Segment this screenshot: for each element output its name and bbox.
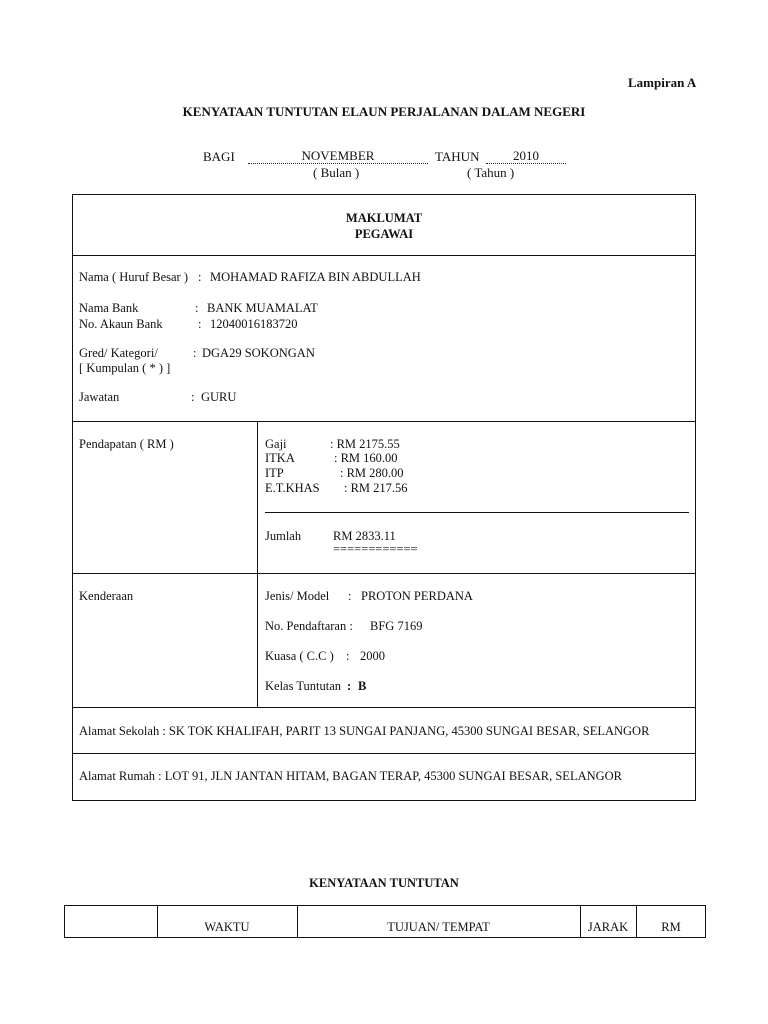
divider — [72, 707, 696, 708]
divider — [72, 421, 696, 422]
year-value: 2010 — [486, 149, 566, 164]
gred-colon: : — [193, 346, 197, 360]
alamat-rumah: Alamat Rumah : LOT 91, JLN JANTAN HITAM, BAGAN TERAP, 45300 SUNGAI BESAR, SELANGOR — [79, 769, 623, 783]
lampiran-label: Lampiran A — [628, 75, 697, 90]
officer-info-table — [72, 194, 696, 801]
kenderaan-label: Kenderaan — [79, 589, 134, 603]
income-name: E.T.KHAS — [265, 481, 320, 495]
jumlah-value: RM 2833.11 — [333, 529, 396, 543]
model-value: PROTON PERDANA — [361, 589, 473, 603]
header-tujuan: TUJUAN/ TEMPAT — [387, 920, 490, 934]
alamat-sekolah: Alamat Sekolah : SK TOK KHALIFAH, PARIT 13 SUNGAI PANJANG, 45300 SUNGAI BESAR, SELANGOR — [79, 724, 650, 738]
pendapatan-label: Pendapatan ( RM ) — [79, 437, 174, 451]
month-value: NOVEMBER — [248, 149, 428, 164]
nama-value: MOHAMAD RAFIZA BIN ABDULLAH — [210, 270, 421, 284]
divider — [72, 255, 696, 256]
jawatan-label: Jawatan — [79, 390, 120, 404]
akaun-label: No. Akaun Bank — [79, 317, 163, 331]
bank-colon: : — [195, 301, 199, 315]
month-caption: ( Bulan ) — [313, 165, 360, 180]
header-jarak: JARAK — [587, 920, 629, 934]
gred-value: DGA29 SOKONGAN — [202, 346, 315, 360]
section-header-line2: PEGAWAI — [354, 227, 414, 241]
nama-label: Nama ( Huruf Besar ) — [79, 270, 188, 284]
daftar-value: BFG 7169 — [370, 619, 423, 633]
bagi-label: BAGI — [203, 149, 235, 164]
tahun-label: TAHUN — [435, 149, 480, 164]
income-value: : RM 280.00 — [340, 466, 404, 480]
jumlah-label: Jumlah — [265, 529, 302, 543]
income-name: Gaji — [265, 437, 287, 451]
income-name: ITKA — [265, 451, 295, 465]
akaun-colon: : — [198, 317, 202, 331]
section2-title: KENYATAAN TUNTUTAN — [309, 876, 459, 890]
column-divider — [257, 421, 258, 707]
income-value: : RM 2175.55 — [330, 437, 400, 451]
jawatan-colon: : — [191, 390, 195, 404]
year-caption: ( Tahun ) — [467, 165, 515, 180]
income-value: : RM 160.00 — [334, 451, 398, 465]
document-title: KENYATAAN TUNTUTAN ELAUN PERJALANAN DALAM NEGERI — [182, 104, 586, 119]
income-value: : RM 217.56 — [344, 481, 408, 495]
header-waktu: WAKTU — [204, 920, 250, 934]
header-rm: RM — [661, 920, 681, 934]
income-name: ITP — [265, 466, 284, 480]
kelas-colon: : — [347, 679, 352, 693]
divider — [72, 573, 696, 574]
divider — [72, 753, 696, 754]
kuasa-label: Kuasa ( C.C ) — [265, 649, 334, 663]
gred-label: Gred/ Kategori/ — [79, 346, 158, 360]
jumlah-underline: ============ — [333, 542, 418, 556]
kuasa-value: 2000 — [360, 649, 385, 663]
nama-colon: : — [198, 270, 202, 284]
section-header-line1: MAKLUMAT — [345, 211, 423, 225]
kumpulan-label: [ Kumpulan ( * ) ] — [79, 361, 171, 375]
akaun-value: 12040016183720 — [210, 317, 298, 331]
kelas-label: Kelas Tuntutan — [265, 679, 342, 693]
total-rule — [265, 512, 689, 513]
daftar-label: No. Pendaftaran : — [265, 619, 353, 633]
bank-value: BANK MUAMALAT — [207, 301, 318, 315]
jawatan-value: GURU — [201, 390, 237, 404]
kelas-value: B — [358, 679, 367, 693]
model-label: Jenis/ Model — [265, 589, 330, 603]
kuasa-colon: : — [346, 649, 350, 663]
model-colon: : — [348, 589, 352, 603]
bank-label: Nama Bank — [79, 301, 139, 315]
